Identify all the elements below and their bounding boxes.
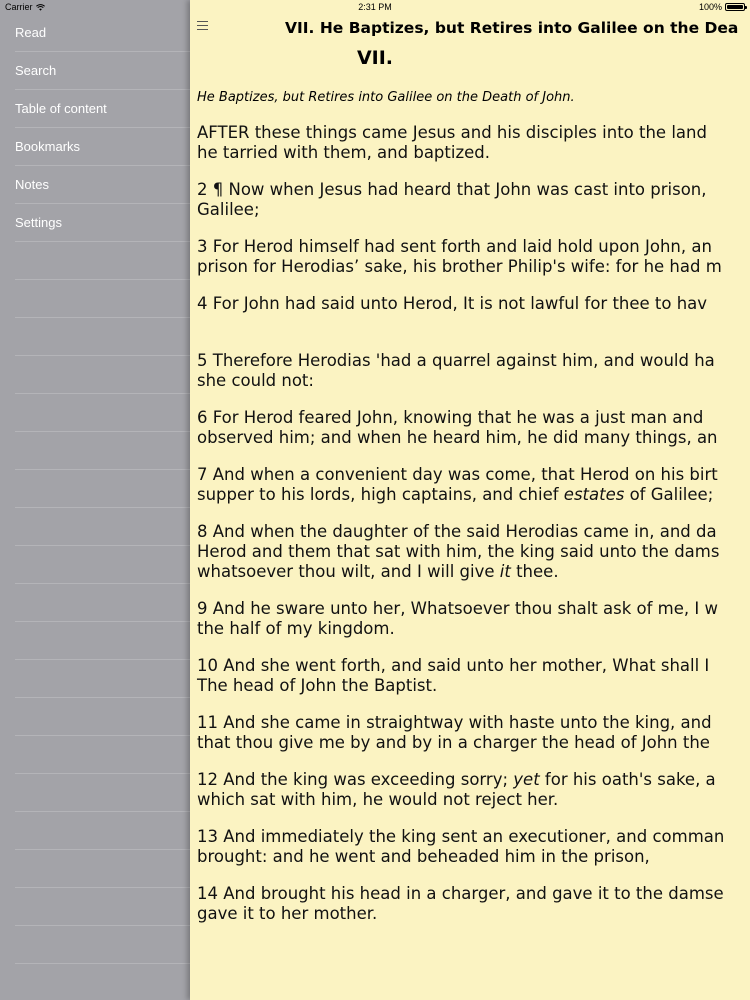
sidebar-empty-row [15, 660, 190, 698]
verse-line: he tarried with them, and baptized. [197, 143, 490, 162]
verse-text: for his oath's sake, a [539, 770, 716, 789]
verse-line: 3 For Herod himself had sent forth and laid hold upon John, an [197, 237, 712, 256]
sidebar-item-label: Table of content [15, 101, 107, 116]
verse-line: the half of my kingdom. [197, 619, 395, 638]
sidebar-empty-row [15, 470, 190, 508]
verse-line: that thou give me by and by in a charger the head of John the [197, 733, 710, 752]
verse-line: 13 And immediately the king sent an executioner, and comman [197, 827, 725, 846]
sidebar-item-bookmarks[interactable] [15, 128, 190, 166]
sidebar-menu [0, 0, 190, 1000]
battery-indicator [699, 2, 745, 12]
verse-line: she could not: [197, 371, 314, 390]
sidebar-empty-row [15, 888, 190, 926]
verse-line: 10 And she went forth, and said unto her mother, What shall I [197, 656, 710, 675]
sidebar-empty-row [15, 926, 190, 964]
sidebar-item-label: Read [15, 25, 47, 40]
sidebar-empty-row [15, 850, 190, 888]
verse-line [197, 770, 750, 790]
reader-panel [190, 0, 750, 1000]
sidebar-item-label: Search [15, 63, 57, 78]
verse-line: 8 And when the daughter of the said Herodias came in, and da [197, 522, 717, 541]
sidebar-item-table-of-content[interactable] [15, 90, 190, 128]
sidebar-empty-row [15, 318, 190, 356]
sidebar-item-label: Notes [15, 177, 49, 192]
chapter-title-bar: VII. He Baptizes, but Retires into Galilee on the Dea [285, 19, 739, 37]
battery-icon [725, 3, 745, 11]
status-time: 2:31 PM [358, 2, 392, 12]
sidebar-list [0, 14, 190, 964]
verse-13 [197, 827, 750, 884]
sidebar-empty-row [15, 546, 190, 584]
sidebar-empty-row [15, 584, 190, 622]
verse-line: which sat with him, he would not reject her. [197, 790, 559, 809]
verse-line: AFTER these things came Jesus and his disciples into the land [197, 123, 707, 142]
verse-line: Herod and them that sat with him, the king said unto the dams [197, 542, 720, 561]
verse-italic-text: it [499, 562, 511, 581]
verse-text: 12 And the king was exceeding sorry; [197, 770, 514, 789]
sidebar-empty-row [15, 622, 190, 660]
verse-line: 2 ¶ Now when Jesus had heard that John was cast into prison, [197, 180, 707, 199]
sidebar-empty-row [15, 508, 190, 546]
verse-4 [197, 294, 750, 351]
verse-9 [197, 599, 750, 656]
sidebar-item-search[interactable] [15, 52, 190, 90]
chapter-number: VII. [356, 47, 394, 69]
verse-line: prison for Herodias’ sake, his brother Philip's wife: for he had m [197, 257, 722, 276]
verse-line: 9 And he sware unto her, Whatsoever thou shalt ask of me, I w [197, 599, 718, 618]
verse-11 [197, 713, 750, 770]
battery-percent: 100% [698, 2, 722, 12]
sidebar-item-label: Settings [15, 215, 62, 230]
verse-italic-text: yet [513, 770, 540, 789]
verse-text: of Galilee; [624, 485, 714, 504]
verse-14 [197, 884, 750, 941]
sidebar-item-notes[interactable] [15, 166, 190, 204]
verse-italic-text: estates [563, 485, 625, 504]
sidebar-empty-row [15, 242, 190, 280]
verse-line: 14 And brought his head in a charger, and gave it to the damse [197, 884, 724, 903]
verse-2 [197, 180, 750, 237]
verse-line [197, 562, 750, 582]
verse-line: The head of John the Baptist. [197, 676, 438, 695]
verse-text: thee. [510, 562, 559, 581]
sidebar-item-label: Bookmarks [15, 139, 81, 154]
verse-line: 11 And she came in straightway with haste unto the king, and [197, 713, 712, 732]
sidebar-empty-row [15, 280, 190, 318]
verse-line: gave it to her mother. [197, 904, 378, 923]
verse-line: Galilee; [197, 200, 260, 219]
verse-10 [197, 656, 750, 713]
verse-line: observed him; and when he heard him, he did many things, an [197, 428, 718, 447]
sidebar-empty-row [15, 356, 190, 394]
verse-5 [197, 351, 750, 408]
verse-list[interactable] [197, 123, 750, 941]
verse-line: brought: and he went and beheaded him in the prison, [197, 847, 650, 866]
verse-8 [197, 522, 750, 599]
sidebar-empty-row [15, 774, 190, 812]
verse-text: whatsoever thou wilt, and I will give [197, 562, 500, 581]
sidebar-empty-row [15, 736, 190, 774]
carrier-label: Carrier [5, 2, 33, 12]
sidebar-empty-row [15, 432, 190, 470]
chapter-heading [190, 47, 750, 69]
verse-7 [197, 465, 750, 522]
verse-1 [197, 123, 750, 180]
verse-3 [197, 237, 750, 294]
verse-line: 7 And when a convenient day was come, that Herod on his birt [197, 465, 718, 484]
verse-6 [197, 408, 750, 465]
verse-text: supper to his lords, high captains, and chief [197, 485, 564, 504]
sidebar-empty-row [15, 394, 190, 432]
verse-line: 4 For John had said unto Herod, It is not lawful for thee to hav [197, 294, 708, 313]
hamburger-menu-icon[interactable] [197, 21, 209, 33]
sidebar-empty-row [15, 698, 190, 736]
verse-line: 6 For Herod feared John, knowing that he was a just man and [197, 408, 704, 427]
chapter-subtitle: He Baptizes, but Retires into Galilee on the Death of John. [197, 90, 575, 105]
sidebar-item-settings[interactable] [15, 204, 190, 242]
status-bar [0, 0, 750, 14]
verse-12 [197, 770, 750, 827]
sidebar-item-read[interactable] [15, 14, 190, 52]
sidebar-empty-row [15, 812, 190, 850]
verse-line: 5 Therefore Herodias 'had a quarrel against him, and would ha [197, 351, 715, 370]
verse-line [197, 485, 750, 505]
